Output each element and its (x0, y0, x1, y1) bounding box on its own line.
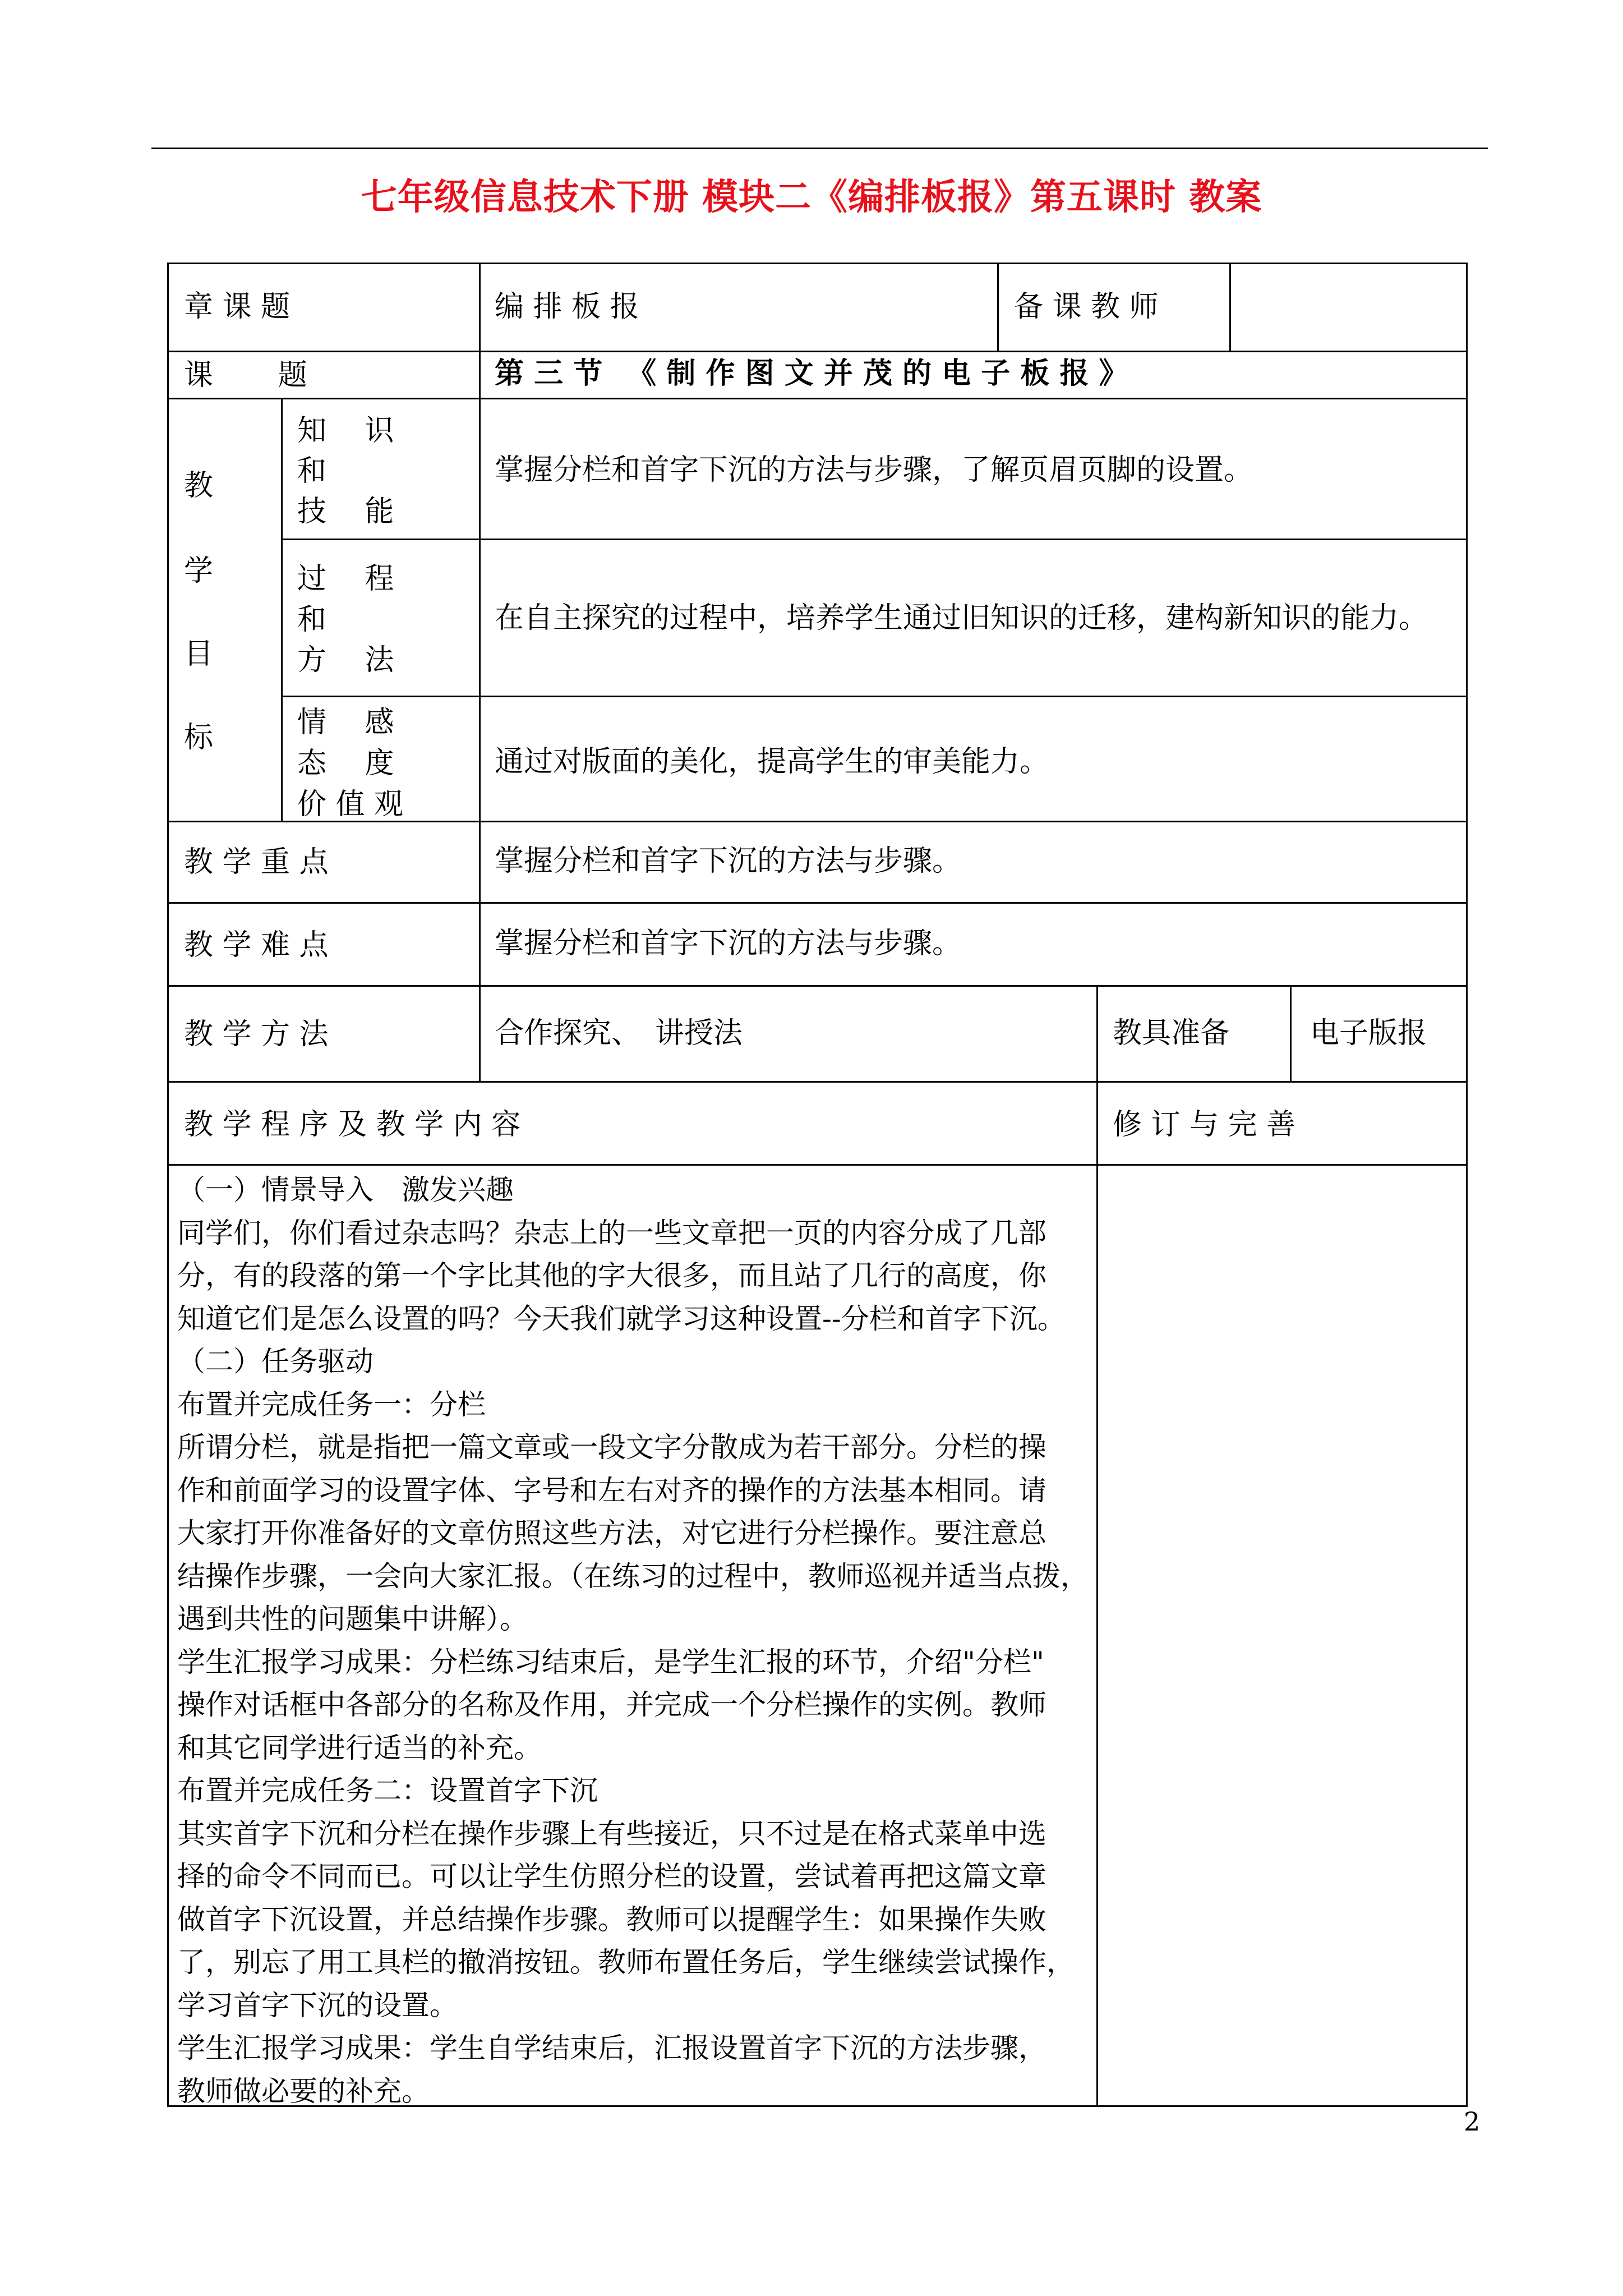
procedure-line: 知道它们是怎么设置的吗？今天我们就学习这种设置--分栏和首字下沉。 (177, 1302, 1066, 1335)
difficulty-value: 掌握分栏和首字下沉的方法与步骤。 (495, 927, 962, 960)
table-border-left (167, 263, 169, 2107)
tools-label: 教具准备 (1113, 1016, 1230, 1050)
key-point-label: 教 学 重 点 (184, 845, 329, 879)
method-value: 合作探究、 讲授法 (495, 1016, 743, 1050)
page-number: 2 (1464, 2106, 1481, 2137)
table-rule (281, 398, 283, 822)
tools-value: 电子版报 (1310, 1016, 1427, 1050)
objective-label-line: 和 (297, 454, 327, 488)
chapter-value: 编 排 板 报 (495, 290, 639, 324)
procedure-label: 教 学 程 序 及 教 学 内 容 (184, 1108, 521, 1142)
objective-label-line: 过 程 (297, 562, 394, 596)
procedure-line: （二）任务驱动 (177, 1345, 374, 1378)
procedure-line: 其实首字下沉和分栏在操作步骤上有些接近，只不过是在格式菜单中选 (177, 1817, 1046, 1850)
procedure-line: 了，别忘了用工具栏的撤消按钮。教师布置任务后，学生继续尝试操作， (177, 1946, 1075, 1978)
table-rule (1229, 263, 1231, 352)
procedure-line: 同学们，你们看过杂志吗？杂志上的一些文章把一页的内容分成了几部 (177, 1216, 1046, 1249)
objectives-label-char: 目 (184, 637, 214, 671)
table-rule (167, 351, 1468, 352)
table-rule (1290, 985, 1292, 1083)
procedure-line: 大家打开你准备好的文章仿照这些方法，对它进行分栏操作。要注意总 (177, 1517, 1046, 1549)
table-rule (997, 263, 999, 352)
table-rule (167, 1164, 1468, 1166)
procedure-line: 操作对话框中各部分的名称及作用，并完成一个分栏操作的实例。教师 (177, 1688, 1046, 1721)
procedure-line: 和其它同学进行适当的补充。 (177, 1731, 542, 1764)
procedure-content (177, 1168, 1097, 2113)
procedure-line: 结操作步骤，一会向大家汇报。（在练习的过程中，教师巡视并适当点拨， (177, 1559, 1089, 1593)
procedure-line: 作和前面学习的设置字体、字号和左右对齐的操作的方法基本相同。请 (177, 1474, 1046, 1507)
objective-label-line: 和 (297, 603, 327, 637)
lesson-value: 第 三 节 《 制 作 图 文 并 茂 的 电 子 板 报 》 (495, 356, 1128, 390)
procedure-line: 所谓分栏，就是指把一篇文章或一段文字分散成为若干部分。分栏的操 (177, 1431, 1046, 1464)
objective-text: 在自主探究的过程中，培养学生通过旧知识的迁移，建构新知识的能力。 (495, 601, 1428, 635)
teacher-label: 备 课 教 师 (1014, 290, 1159, 324)
procedure-line: 学生汇报学习成果：分栏练习结束后，是学生汇报的环节，介绍"分栏" (177, 1645, 1044, 1678)
table-border-top (167, 263, 1468, 264)
objective-label-line: 价 值 观 (297, 788, 404, 821)
objective-text: 掌握分栏和首字下沉的方法与步骤，了解页眉页脚的设置。 (495, 453, 1253, 487)
procedure-line: 分，有的段落的第一个字比其他的字大很多，而且站了几行的高度，你 (177, 1259, 1046, 1292)
objectives-label-char: 标 (184, 721, 214, 754)
procedure-line: 学习首字下沉的设置。 (177, 1989, 458, 2022)
objective-text: 通过对版面的美化，提高学生的审美能力。 (495, 745, 1049, 779)
objective-label-line: 技 能 (297, 495, 394, 528)
procedure-line: 布置并完成任务一：分栏 (177, 1388, 486, 1421)
table-rule (281, 696, 1468, 697)
procedure-line: 择的命令不同而已。可以让学生仿照分栏的设置，尝试着再把这篇文章 (177, 1860, 1046, 1893)
document-title: 七年级信息技术下册 模块二《编排板报》第五课时 教案 (361, 176, 1262, 218)
method-label: 教 学 方 法 (184, 1018, 329, 1051)
table-rule (167, 398, 1468, 399)
procedure-line: 学生汇报学习成果：学生自学结束后，汇报设置首字下沉的方法步骤， (177, 2032, 1046, 2064)
difficulty-label: 教 学 难 点 (184, 928, 329, 962)
table-rule (281, 539, 1468, 540)
procedure-line: 做首字下沉设置，并总结操作步骤。教师可以提醒学生：如果操作失败 (177, 1903, 1046, 1936)
objective-label-line: 态 度 (297, 747, 394, 780)
table-rule (167, 1081, 1468, 1083)
procedure-line: 布置并完成任务二：设置首字下沉 (177, 1774, 598, 1807)
revision-label: 修 订 与 完 善 (1113, 1108, 1296, 1142)
objectives-label-char: 教 (184, 469, 214, 503)
objective-label-line: 方 法 (297, 643, 394, 677)
chapter-label: 章 课 题 (184, 290, 291, 324)
table-rule (167, 902, 1468, 904)
procedure-line: （一）情景导入 激发兴趣 (177, 1174, 514, 1206)
objective-label-line: 知 识 (297, 414, 394, 448)
table-border-right (1466, 263, 1468, 2107)
key-point-value: 掌握分栏和首字下沉的方法与步骤。 (495, 844, 962, 878)
table-rule (167, 985, 1468, 987)
lesson-label: 课 题 (184, 358, 307, 392)
objective-label-line: 情 感 (297, 706, 394, 739)
objectives-label-char: 学 (184, 554, 214, 588)
procedure-line: 教师做必要的补充。 (177, 2074, 430, 2108)
procedure-line: 遇到共性的问题集中讲解）。 (177, 1603, 528, 1635)
table-rule (479, 263, 481, 1083)
